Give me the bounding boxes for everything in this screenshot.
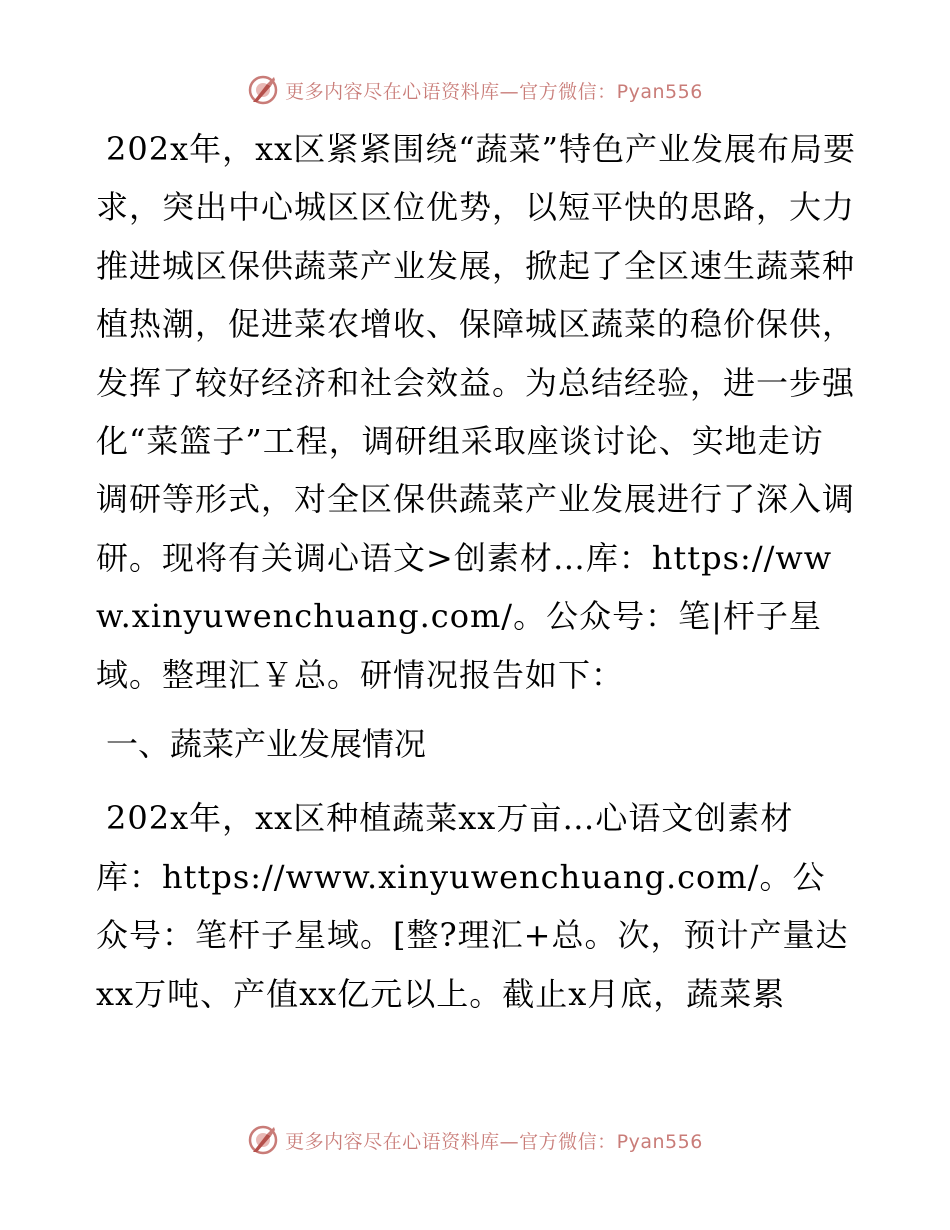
section-heading-1: 一、蔬菜产业发展情况 (106, 725, 427, 764)
footer-banner (0, 1120, 950, 1160)
footer-banner-text: 更多内容尽在心语资料库—官方微信：Pyan556 (285, 1130, 703, 1153)
quill-seal-icon (247, 74, 279, 106)
paragraph-2: 202x年，xx区种植蔬菜xx万亩…心语文创素材库：https://www.xinyuwenchuang.com/。公众号：笔杆子星域。[整?理汇+总。次，预计产量达xx万吨、产值xx亿元以上。截止x月底，蔬菜累 (96, 799, 849, 1013)
quill-seal-icon (247, 1124, 279, 1156)
header-banner (0, 70, 950, 110)
document-body (96, 120, 856, 1023)
header-banner-text: 更多内容尽在心语资料库—官方微信：Pyan556 (285, 80, 703, 103)
paragraph-1: 202x年，xx区紧紧围绕“蔬菜”特色产业发展布局要求，突出中心城区区位优势，以短平快的思路，大力推进城区保供蔬菜产业发展，掀起了全区速生蔬菜种植热潮，促进菜农增收、保障城区蔬菜的稳价保供，发挥了较好经济和社会效益。为总结经验，进一步强化“菜篮子”工程，调研组采取座谈讨论、实地走访调研等形式，对全区保供蔬菜产业发展进行了深入调研。现将有关调心语文>创素材…库：https://www.xinyuwenchuang.com/。公众号：笔|杆子星域。整理汇￥总。研情况报告如下： (96, 130, 856, 694)
